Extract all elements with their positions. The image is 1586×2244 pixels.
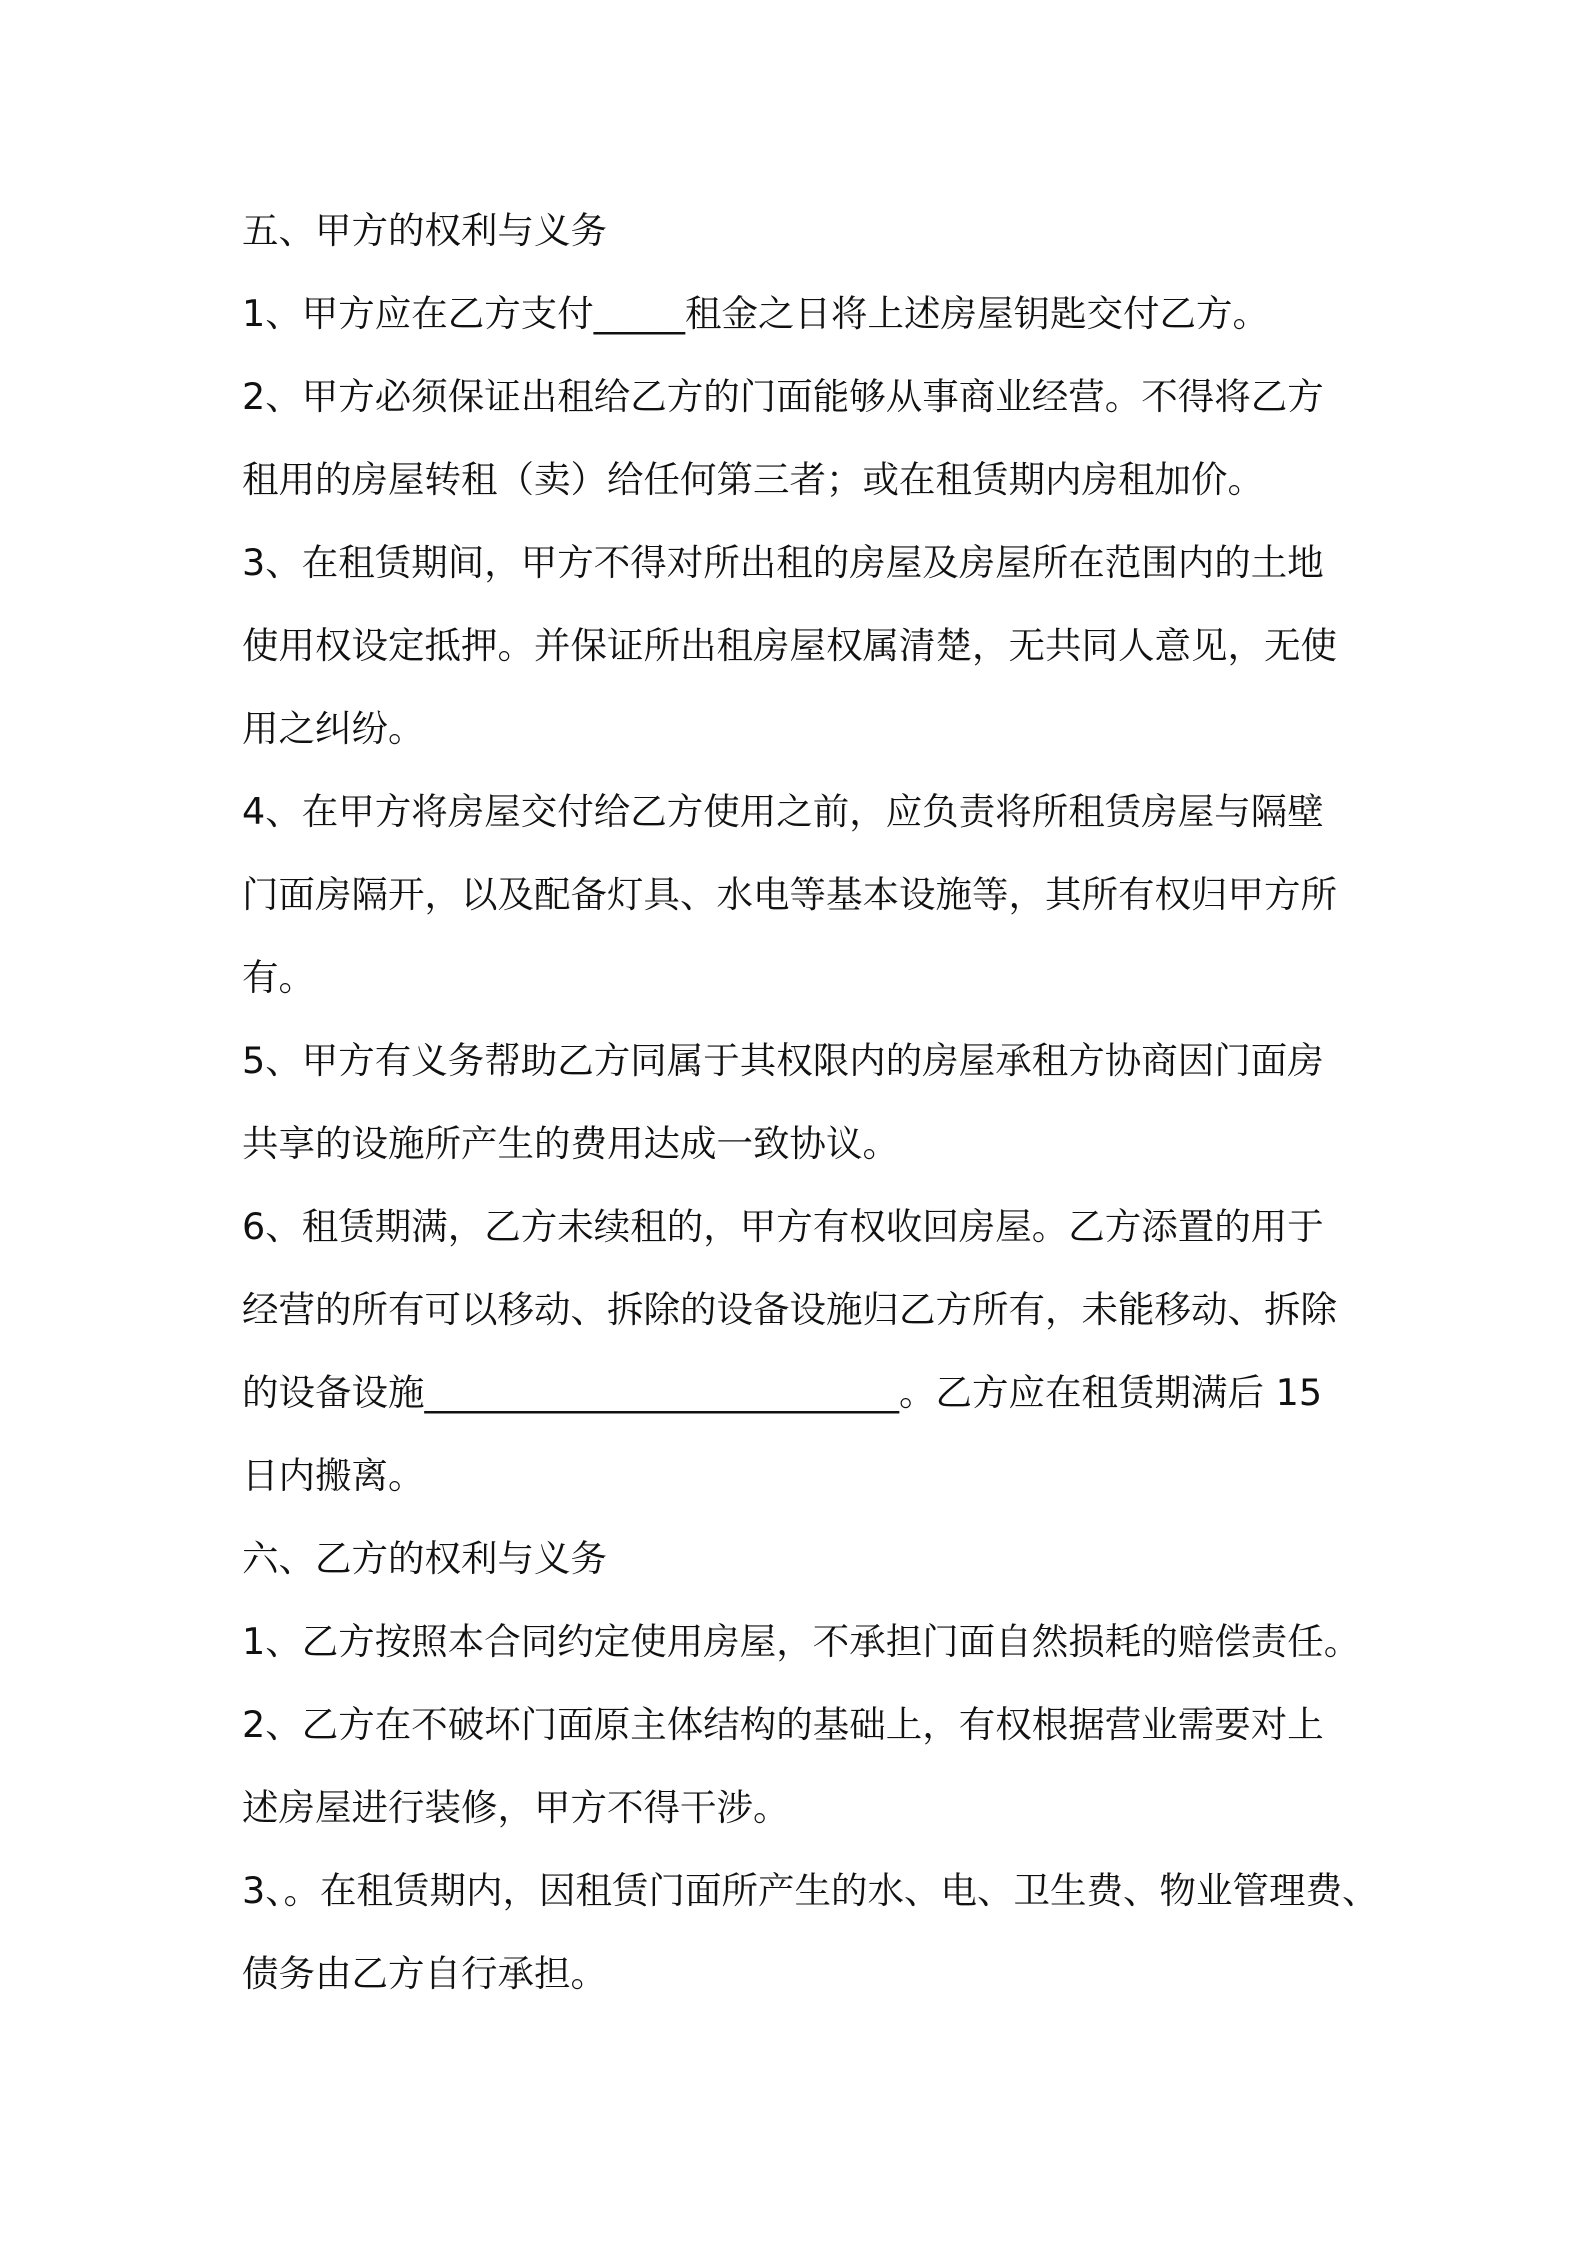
clause-a6-line-3: 的设备设施__________________________。乙方应在租赁期满后 15 bbox=[242, 1371, 1323, 1414]
clause-b3-line-2: 债务由乙方自行承担。 bbox=[242, 1952, 607, 1995]
clause-a6-line-1: 6、租赁期满，乙方未续租的，甲方有权收回房屋。乙方添置的用于 bbox=[242, 1205, 1324, 1248]
clause-a3-line-3: 用之纠纷。 bbox=[242, 707, 425, 750]
clause-a6-line-2: 经营的所有可以移动、拆除的设备设施归乙方所有，未能移动、拆除 bbox=[242, 1288, 1337, 1331]
clause-a4-line-1: 4、在甲方将房屋交付给乙方使用之前，应负责将所租赁房屋与隔壁 bbox=[242, 790, 1324, 833]
clause-a5-line-2: 共享的设施所产生的费用达成一致协议。 bbox=[242, 1122, 899, 1165]
clause-a5-line-1: 5、甲方有义务帮助乙方同属于其权限内的房屋承租方协商因门面房 bbox=[242, 1039, 1324, 1082]
clause-a1-line-1: 1、甲方应在乙方支付_____租金之日将上述房屋钥匙交付乙方。 bbox=[242, 292, 1269, 335]
section-heading-party-a: 五、甲方的权利与义务 bbox=[242, 209, 607, 252]
clause-a3-line-1: 3、在租赁期间，甲方不得对所出租的房屋及房屋所在范围内的土地 bbox=[242, 541, 1324, 584]
clause-a3-line-2: 使用权设定抵押。并保证所出租房屋权属清楚，无共同人意见，无使 bbox=[242, 624, 1337, 667]
clause-b2-line-2: 述房屋进行装修，甲方不得干涉。 bbox=[242, 1786, 790, 1829]
clause-a6-line-4: 日内搬离。 bbox=[242, 1454, 425, 1497]
clause-a4-line-2: 门面房隔开，以及配备灯具、水电等基本设施等，其所有权归甲方所 bbox=[242, 873, 1337, 916]
clause-b1-line-1: 1、乙方按照本合同约定使用房屋，不承担门面自然损耗的赔偿责任。 bbox=[242, 1620, 1361, 1663]
clause-a4-line-3: 有。 bbox=[242, 956, 315, 999]
clause-a2-line-1: 2、甲方必须保证出租给乙方的门面能够从事商业经营。不得将乙方 bbox=[242, 375, 1324, 418]
clause-a2-line-2: 租用的房屋转租（卖）给任何第三者；或在租赁期内房租加价。 bbox=[242, 458, 1264, 501]
clause-b3-line-1: 3、。在租赁期内，因租赁门面所产生的水、电、卫生费、物业管理费、 bbox=[242, 1869, 1379, 1912]
section-heading-party-b: 六、乙方的权利与义务 bbox=[242, 1537, 607, 1580]
clause-b2-line-1: 2、乙方在不破坏门面原主体结构的基础上，有权根据营业需要对上 bbox=[242, 1703, 1324, 1746]
